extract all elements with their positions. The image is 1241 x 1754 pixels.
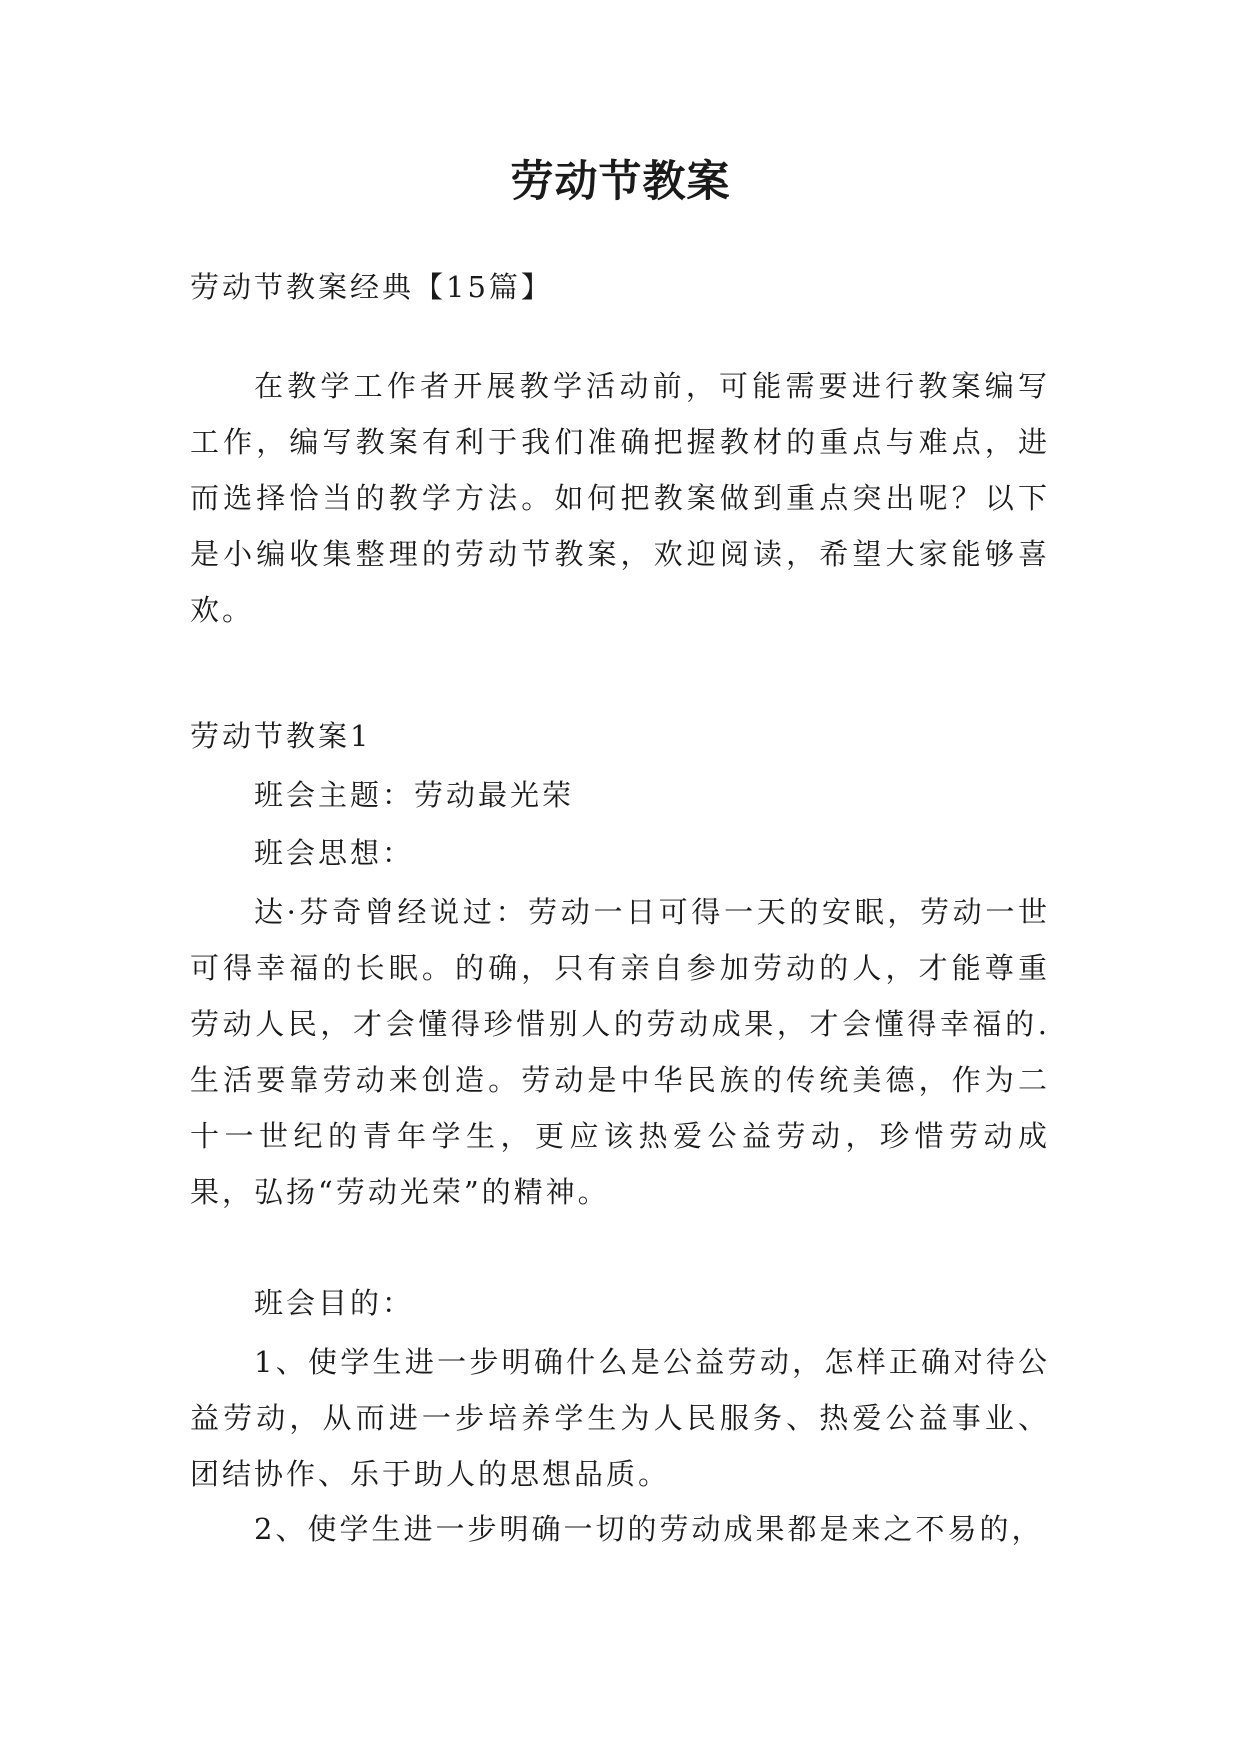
thought-paragraph: 达·芬奇曾经说过：劳动一日可得一天的安眠，劳动一世可得幸福的长眠。的确，只有亲自参加劳动的人，才能尊重劳动人民，才会懂得珍惜别人的劳动成果，才会懂得幸福的.生活要靠劳动来创造。劳动是中华民族的传统美德，作为二十一世纪的青年学生，更应该热爱公益劳动，珍惜劳动成果，弘扬“劳动光荣”的精神。: [190, 895, 1050, 1209]
page-title: 劳动节教案: [510, 157, 731, 207]
intro-paragraph: 在教学工作者开展教学活动前，可能需要进行教案编写工作，编写教案有利于我们准确把握教材的重点与难点，进而选择恰当的教学方法。如何把教案做到重点突出呢？以下是小编收集整理的劳动节教案，欢迎阅读，希望大家能够喜欢。: [190, 369, 1050, 627]
purpose-item-1: 1、使学生进一步明确什么是公益劳动，怎样正确对待公益劳动，从而进一步培养学生为人民服务、热爱公益事业、团结协作、乐于助人的思想品质。: [190, 1345, 1050, 1491]
document-subtitle: 劳动节教案经典【15篇】: [190, 270, 553, 304]
purpose-item-2: 2、使学生进一步明确一切的劳动成果都是来之不易的，: [254, 1512, 1044, 1546]
section-heading: 劳动节教案1: [190, 719, 372, 753]
theme-line: 班会主题：劳动最光荣: [254, 778, 575, 812]
purpose-label: 班会目的：: [254, 1286, 415, 1320]
thought-label: 班会思想：: [254, 836, 415, 870]
